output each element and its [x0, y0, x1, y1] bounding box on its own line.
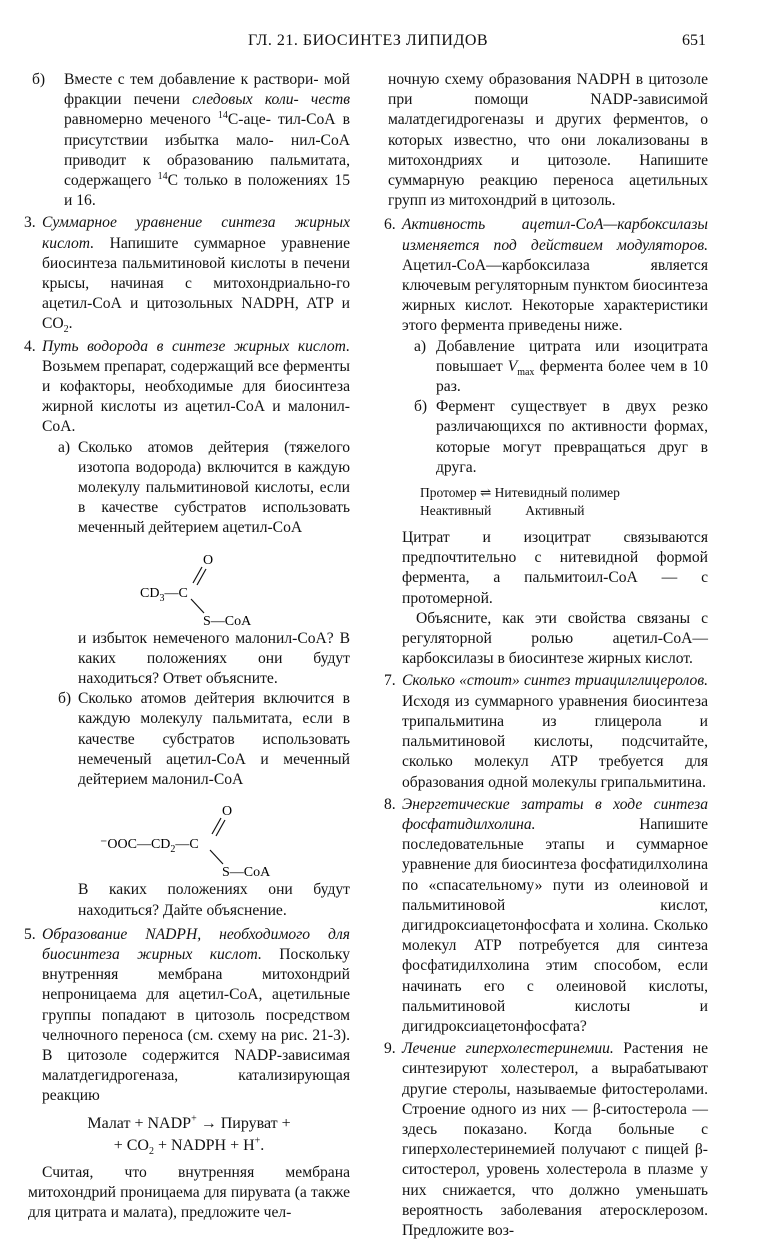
equilibrium-arrow-icon: ⇌: [479, 485, 492, 501]
problem-2b-text: Вместе с тем добавление к раствори- мой фракции печени следовых коли- честв равномерно меченого $^{14}$С-аце- тил-СоА в присутствии избытка мало- нил-СоА приводит к образованию пальмитата, содержащего $^{14}$С только в положениях 15 и 16.: [64, 71, 351, 210]
svg-text:O: O: [203, 552, 214, 568]
svg-text:⁻OOC—CD2—C: $^-OOC—CD_2—C$: [100, 837, 199, 856]
problem-title: Путь водорода в синтезе жирных кислот.: [42, 337, 350, 355]
reaction-equation: Малат + NADP+ → Пируват + + $CO_2$ + NADPH + H+.: [87, 1113, 291, 1157]
problem-4a-text: Сколько атомов дейтерия (тяжелого изотопа водорода) включится в каждую молекулу пальмитиновой кислоты, если в качестве субстратов использовать меченный дейтерием ацетил-СоА: [78, 438, 350, 537]
problem-number: 6.: [384, 216, 396, 234]
problem-7: [384, 671, 708, 792]
problem-5-continued: ночную схему образования NADPH в цитозоле при помощи NADP-зависимой малатдегидрогеназы и других ферментов, о которых известно, что они локализованы в митохондриях и цитозоле. Напишите суммарную реакцию переноса ацетильных групп из митохондрий в цитозоль.: [388, 71, 708, 210]
problem-6: [384, 215, 708, 336]
problem-2b: [28, 70, 350, 211]
chapter-title: ГЛ. 21. БИОСИНТЕЗ ЛИПИДОВ: [248, 32, 489, 49]
problem-title: Лечение гиперхолестеринемии.: [402, 1040, 614, 1058]
problem-6b: [388, 397, 708, 478]
page-number: 651: [682, 32, 706, 49]
problem-number: 7.: [384, 672, 396, 690]
problem-3: 3. Суммарное уравнение синтеза жирных кислот. Напишите суммарное уравнение биосинтеза пальмитиновой кислоты в печени крысы, начиная с митохондриально-го ацетил-СоА и цитозольных NADPH, ATP и $CO_2$.: [24, 214, 351, 336]
structure-malonyl-coa: [28, 790, 350, 880]
item-marker: а): [414, 337, 427, 355]
svg-text:CD3—C: $CD_3—C$: [140, 585, 188, 604]
problem-4a-after: и избыток немеченого малонил-СоА? В каких положениях они будут находиться? Ответ объясните.: [78, 629, 350, 688]
structure-diagram: [28, 539, 348, 629]
item-marker: б): [58, 690, 72, 708]
problem-8: [384, 795, 708, 1037]
problem-9: [384, 1039, 709, 1241]
problem-number: 8.: [384, 795, 396, 813]
problem-4: [24, 337, 350, 438]
problem-6-para1: Цитрат и изоцитрат связываются предпочтительно с нитевидной формой фермента, а пальмитоил-СоА — с протомерной.: [402, 529, 708, 607]
problem-4b-text: Сколько атомов дейтерия включится в каждую молекулу пальмитата, если в качестве субстратов использовать немеченый ацетил-СоА и меченный дейтерием малонил-СоА: [78, 690, 350, 789]
problem-number: 3.: [24, 214, 36, 232]
svg-text:O: O: [222, 804, 233, 820]
problem-6a: а) Добавление цитрата или изоцитрата повышает $V_{max}$ фермента более чем в 10 раз.: [414, 337, 708, 396]
problem-number: 9.: [384, 1040, 396, 1058]
problem-number: 4.: [24, 337, 36, 355]
problem-body: Исходя из суммарного уравнения биосинтеза трипальмитина из глицерола и пальмитиновой кислоты, подсчитайте, сколько молекул ATP требуется для образования одной молекулы грипальмитина.: [402, 692, 708, 791]
right-column: [384, 70, 709, 1241]
problem-number: 5.: [24, 925, 36, 943]
problem-4a: [28, 438, 350, 539]
problem-title: Образование NADPH, необходимого для биосинтеза жирных кислот.: [42, 925, 350, 963]
svg-text:S—CoA: S—CoA: [222, 865, 271, 881]
left-column: [24, 70, 351, 1223]
item-marker: б): [414, 398, 428, 416]
item-marker: а): [58, 438, 71, 456]
svg-text:S—CoA: S—CoA: [203, 613, 252, 629]
problem-6b-text: Фермент существует в двух резко различающихся по активности формах, которые могут превращаться друг в друга.: [436, 398, 708, 476]
problem-5: [24, 925, 350, 1107]
problem-5-after: Считая, что внутренняя мембрана митохондрий проницаема для пирувата (а также для цитрата и малата), предложите чел-: [28, 1163, 350, 1221]
problem-4b-after: В каких положениях они будут находиться? Дайте объяснение.: [78, 881, 350, 919]
problem-body: Поскольку внутренняя мембрана митохондрий непроницаема для ацетил-СоА, ацетильные группы попадают в цитозоль посредством челночного переноса (см. схему на рис. 21-3). В цитозоле содержится NADP-зависимая малатдегидрогеназа, катализирующая реакцию: [42, 945, 350, 1105]
problem-body: Напишите суммарное уравнение биосинтеза пальмитиновой кислоты в печени крысы, начиная с митохондриально-го ацетил-СоА и цитозольных NADPH, ATP и CO: [42, 234, 351, 333]
problem-title: Суммарное уравнение синтеза жирных кислот.: [42, 214, 350, 252]
problem-4b: [28, 689, 350, 790]
problem-body: Возьмем препарат, содержащий все ферменты и кофакторы, необходимые для биосинтеза жирной кислоты из ацетил-СоА и малонил-СоА.: [42, 357, 350, 436]
problem-6-para2: Объясните, как эти свойства связаны с регуляторной ролью ацетил-СоА—карбоксилазы в биосинтезе жирных кислот.: [402, 609, 708, 668]
equilibrium-scheme: Протомер ⇌ Нитевидный полимер Неактивный Активный: [420, 485, 620, 519]
structure-diagram: [28, 790, 348, 880]
page-header: [0, 32, 780, 56]
problem-body: Растения не синтезируют холестерол, а вырабатывают другие стеролы, называемые фитостеролами. Строение одного из них — β-ситостерола — здесь показано. Когда больные с гиперхолестеринемией получают с пищей β-ситостерол, уровень холестерола в плазме у них снижается, что должно уменьшать вероятность заболевания атеросклерозом. Предложите воз-: [402, 1040, 709, 1239]
structure-cd3-acetyl-coa: [28, 539, 350, 629]
problem-title: Сколько «стоит» синтез триацилглицеролов.: [402, 672, 708, 690]
problem-title: Активность ацетил-СоА—карбоксилазы изменяется под действием модуляторов.: [402, 216, 708, 254]
problem-title: Энергетические затраты в ходе синтеза фосфатидилхолина.: [402, 795, 708, 833]
problem-body: Ацетил-СоА—карбоксилаза является ключевым регуляторным пунктом биосинтеза жирных кислот. Некоторые характеристики этого фермента приведены ниже.: [402, 256, 708, 335]
problem-body: Напишите последовательные этапы и суммарное уравнение для биосинтеза фосфатидилхолина по «спасательному» пути из олеиновой и пальмитиновой кислот, дигидроксиацетонфосфата и холина. Сколько молекул ATP потребуется для синтеза фосфатидилхолина этим способом, если начинать его с олеиновой кислоты, пальмитиновой кислоты и дигидроксиацетонфосфата?: [402, 815, 708, 1035]
item-marker: б): [32, 71, 46, 88]
